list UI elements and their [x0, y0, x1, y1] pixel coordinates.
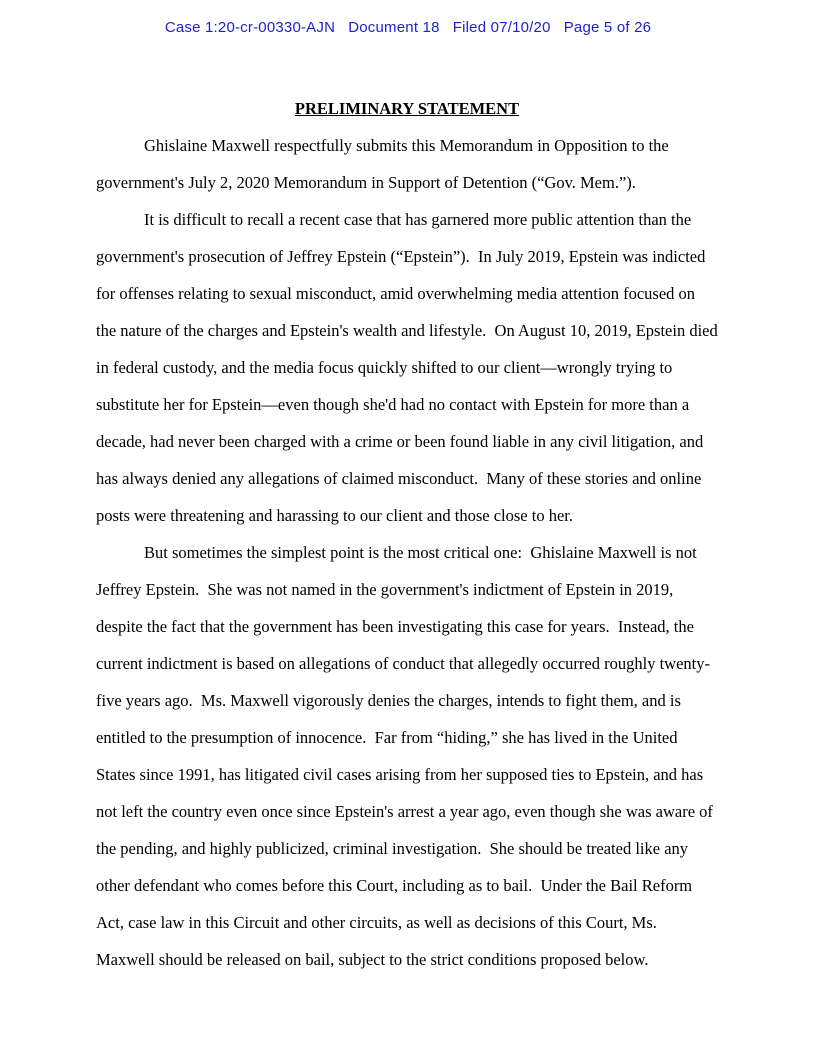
paragraph: Ghislaine Maxwell respectfully submits this Memorandum in Opposition to the government's July 2, 2020 Memorandum in Support of Detention (“Gov. Mem.”). — [96, 136, 673, 192]
document-title-text: PRELIMINARY STATEMENT — [294, 99, 520, 118]
document-body — [96, 90, 722, 978]
document-title — [96, 90, 718, 127]
paragraph: It is difficult to recall a recent case that has garnered more public attention than the government's prosecution of Jeffrey Epstein (“Epstein”). In July 2019, Epstein was indicted for offenses relating to sexual misconduct, amid overwhelming media attention focused on the nature of the charges and Epstein's wealth and lifestyle. On August 10, 2019, Epstein died in federal custody, and the media focus quickly shifted to our client—wrongly trying to substitute her for Epstein—even though she'd had no contact with Epstein for more than a decade, had never been charged with a crime or been found liable in any civil litigation, and has always denied any allegations of claimed misconduct. Many of these stories and online posts were threatening and harassing to our client and those close to her. — [96, 210, 722, 525]
case-header-stamp: Case 1:20-cr-00330-AJN Document 18 Filed 07/10/20 Page 5 of 26 — [164, 19, 652, 36]
paragraph: But sometimes the simplest point is the most critical one: Ghislaine Maxwell is not Jeffrey Epstein. She was not named in the government's indictment of Epstein in 2019, despite the fact that the government has been investigating this case for years. Instead, the current indictment is based on allegations of conduct that allegedly occurred roughly twenty-five years ago. Ms. Maxwell vigorously denies the charges, intends to fight them, and is entitled to the presumption of innocence. Far from “hiding,” she has lived in the United States since 1991, has litigated civil cases arising from her supposed ties to Epstein, and has not left the country even once since Epstein's arrest a year ago, even though she was aware of the pending, and highly publicized, criminal investigation. She should be treated like any other defendant who comes before this Court, including as to bail. Under the Bail Reform Act, case law in this Circuit and other circuits, as well as decisions of this Court, Ms. Maxwell should be released on bail, subject to the strict conditions proposed below. — [96, 543, 718, 969]
